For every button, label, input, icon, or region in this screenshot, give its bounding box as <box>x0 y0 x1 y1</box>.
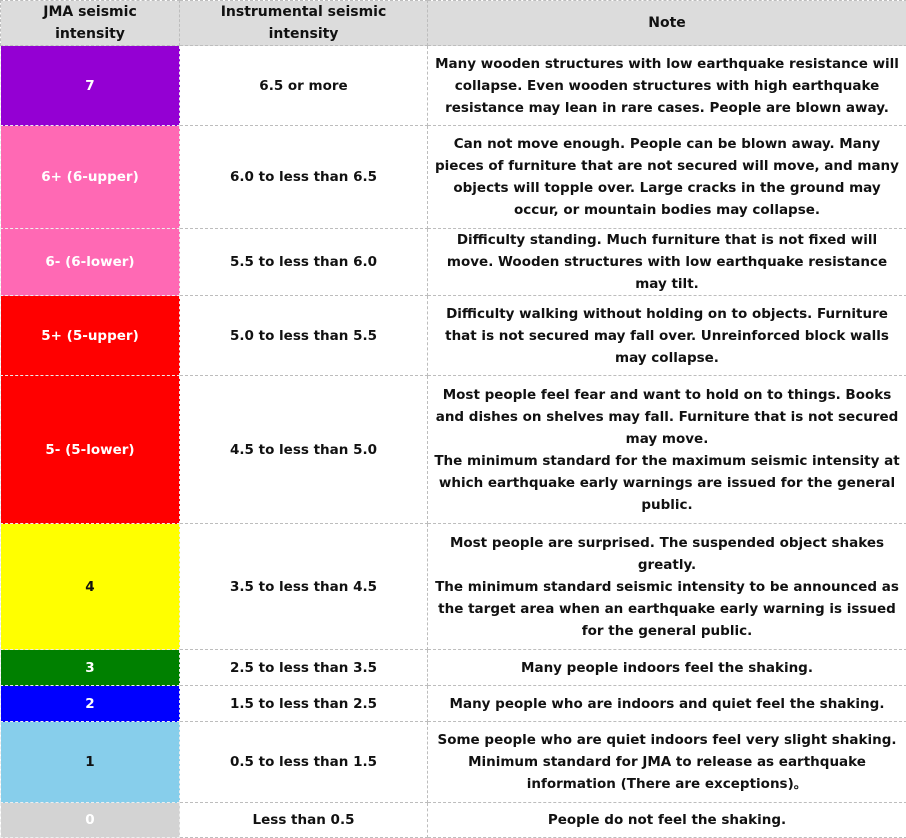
header-jma-intensity: JMA seismic intensity <box>1 1 180 46</box>
note-cell <box>428 650 906 686</box>
instrumental-range-cell: 6.0 to less than 6.5 <box>180 126 428 229</box>
intensity-level-cell: 7 <box>1 46 180 126</box>
table-row <box>1 722 906 803</box>
intensity-level-cell: 5+ (5-upper) <box>1 296 180 376</box>
intensity-level-cell: 0 <box>1 803 180 838</box>
note-cell <box>428 46 906 126</box>
instrumental-range-cell: 5.5 to less than 6.0 <box>180 229 428 296</box>
note-paragraph: Some people who are quiet indoors feel very slight shaking. Minimum standard for JMA to release as earthquake information (There are exceptions)。 <box>434 729 900 795</box>
note-cell <box>428 229 906 296</box>
intensity-level-cell: 1 <box>1 722 180 803</box>
intensity-level-cell: 2 <box>1 686 180 722</box>
note-paragraph: Difficulty walking without holding on to objects. Furniture that is not secured may fall over. Unreinforced block walls may collapse. <box>434 303 900 369</box>
header-row <box>1 1 906 46</box>
table-row <box>1 46 906 126</box>
note-cell <box>428 803 906 838</box>
note-paragraph: Most people feel fear and want to hold on to things. Books and dishes on shelves may fall. Furniture that is not secured may move. <box>434 384 900 450</box>
note-paragraph: Many people indoors feel the shaking. <box>434 657 900 679</box>
header-instrumental-intensity: Instrumental seismic intensity <box>180 1 428 46</box>
note-paragraph: Many people who are indoors and quiet feel the shaking. <box>434 693 900 715</box>
instrumental-range-cell: 1.5 to less than 2.5 <box>180 686 428 722</box>
note-cell <box>428 296 906 376</box>
intensity-level-cell: 6+ (6-upper) <box>1 126 180 229</box>
intensity-level-cell: 5- (5-lower) <box>1 376 180 524</box>
table-row <box>1 524 906 650</box>
note-paragraph: The minimum standard for the maximum seismic intensity at which earthquake early warnings are issued for the general public. <box>434 450 900 516</box>
table-row <box>1 686 906 722</box>
table-row <box>1 650 906 686</box>
instrumental-range-cell: 2.5 to less than 3.5 <box>180 650 428 686</box>
instrumental-range-cell: 6.5 or more <box>180 46 428 126</box>
table-row <box>1 803 906 838</box>
intensity-level-cell: 4 <box>1 524 180 650</box>
note-cell <box>428 126 906 229</box>
note-paragraph: The minimum standard seismic intensity to be announced as the target area when an earthquake early warning is issued for the general public. <box>434 576 900 642</box>
table-row <box>1 376 906 524</box>
header-note: Note <box>428 1 906 46</box>
intensity-level-cell: 6- (6-lower) <box>1 229 180 296</box>
table-row <box>1 296 906 376</box>
intensity-level-cell: 3 <box>1 650 180 686</box>
note-paragraph: Most people are surprised. The suspended object shakes greatly. <box>434 532 900 576</box>
instrumental-range-cell: 0.5 to less than 1.5 <box>180 722 428 803</box>
note-paragraph: Can not move enough. People can be blown away. Many pieces of furniture that are not secured will move, and many objects will topple over. Large cracks in the ground may occur, or mountain bodies may collapse. <box>434 133 900 221</box>
note-paragraph: People do not feel the shaking. <box>434 809 900 831</box>
note-cell <box>428 686 906 722</box>
instrumental-range-cell: 5.0 to less than 5.5 <box>180 296 428 376</box>
instrumental-range-cell: 3.5 to less than 4.5 <box>180 524 428 650</box>
table-row <box>1 126 906 229</box>
note-cell <box>428 722 906 803</box>
instrumental-range-cell: 4.5 to less than 5.0 <box>180 376 428 524</box>
note-paragraph: Difficulty standing. Much furniture that is not fixed will move. Wooden structures with low earthquake resistance may tilt. <box>434 229 900 295</box>
instrumental-range-cell: Less than 0.5 <box>180 803 428 838</box>
note-cell <box>428 524 906 650</box>
note-cell <box>428 376 906 524</box>
note-paragraph: Many wooden structures with low earthquake resistance will collapse. Even wooden structures with high earthquake resistance may lean in rare cases. People are blown away. <box>434 53 900 119</box>
table-row <box>1 229 906 296</box>
